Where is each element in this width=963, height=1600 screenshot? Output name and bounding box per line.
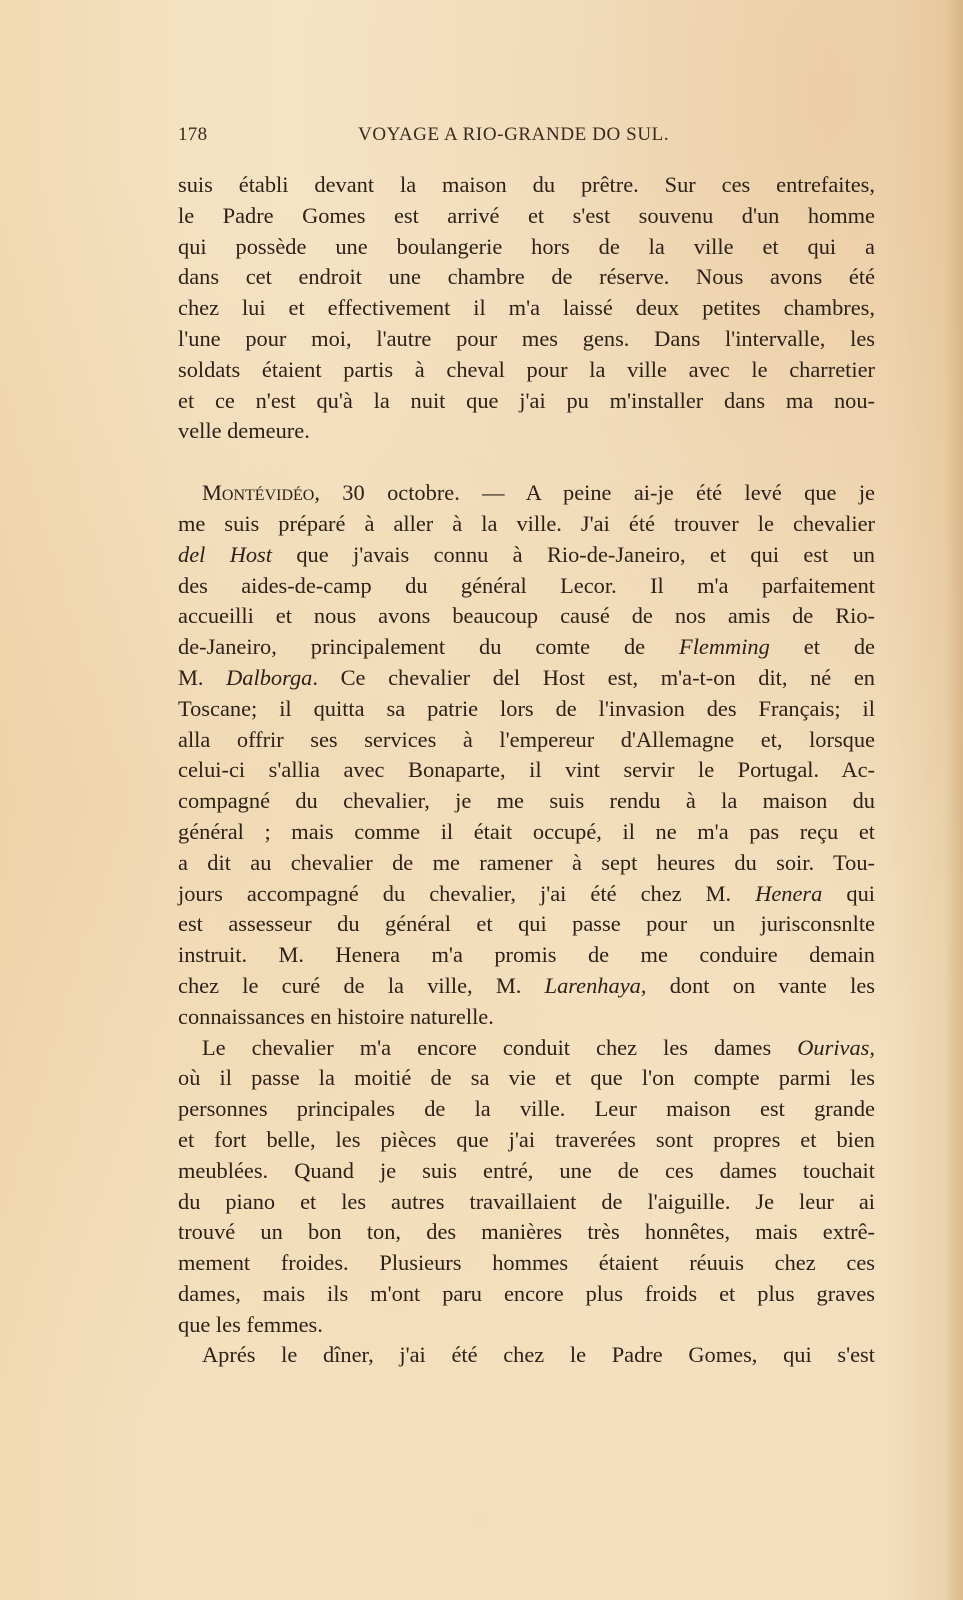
text-line: Toscane; il quitta sa patrie lors de l'invasion des Français; il <box>178 695 875 721</box>
text-line: et ce n'est qu'à la nuit que j'ai pu m'installer dans ma nou- <box>178 387 875 413</box>
running-title: VOYAGE A RIO-GRANDE DO SUL. <box>358 124 670 145</box>
text-line: del Host que j'avais connu à Rio-de-Janeiro, et qui est un <box>178 541 875 567</box>
text-line: Montévidéo, 30 octobre. — A peine ai-je été levé que je <box>202 480 875 506</box>
text-line: des aides-de-camp du général Lecor. Il m'a parfaitement <box>178 572 875 598</box>
italic-name: Larenhaya <box>544 972 641 998</box>
section-gap <box>178 447 875 478</box>
text-line: du piano et les autres travaillaient de l'aiguille. Je leur ai <box>178 1188 875 1214</box>
text-line: qui possède une boulangerie hors de la ville et qui a <box>178 233 875 259</box>
italic-name: Dalborga <box>226 664 313 690</box>
paragraph-1 <box>178 170 875 447</box>
italic-name: Henera <box>755 880 823 906</box>
text-line: soldats étaient partis à cheval pour la ville avec le charretier <box>178 356 875 382</box>
paragraph-2-dated-entry <box>178 478 875 1032</box>
text-line: a dit au chevalier de me ramener à sept heures du soir. Tou- <box>178 849 875 875</box>
text-line: velle demeure. <box>178 418 310 444</box>
text-line: accueilli et nous avons beaucoup causé de nos amis de Rio- <box>178 603 875 629</box>
text-line: M. Dalborga. Ce chevalier del Host est, m'a-t-on dit, né en <box>178 664 875 690</box>
text-line: Le chevalier m'a encore conduit chez les dames Ourivas, <box>202 1034 875 1060</box>
text-line: meublées. Quand je suis entré, une de ces dames touchait <box>178 1157 875 1183</box>
text-line: de-Janeiro, principalement du comte de Flemming et de <box>178 634 875 660</box>
text-line: l'une pour moi, l'autre pour mes gens. Dans l'intervalle, les <box>178 325 875 351</box>
italic-name: del Host <box>178 541 272 567</box>
paragraph-4 <box>178 1340 875 1371</box>
text-line: chez lui et effectivement il m'a laissé deux petites chambres, <box>178 295 875 321</box>
text-line: me suis préparé à aller à la ville. J'ai été trouver le chevalier <box>178 510 875 536</box>
text-line: connaissances en histoire naturelle. <box>178 1003 494 1029</box>
page-number: 178 <box>178 124 208 145</box>
text-line: celui-ci s'allia avec Bonaparte, il vint servir le Portugal. Ac- <box>178 757 875 783</box>
text-line: où il passe la moitié de sa vie et que l'on compte parmi les <box>178 1065 875 1091</box>
paragraph-3 <box>178 1033 875 1341</box>
italic-name: Flemming <box>679 634 770 660</box>
text-line: personnes principales de la ville. Leur maison est grande <box>178 1096 875 1122</box>
text-line: compagné du chevalier, je me suis rendu à la maison du <box>178 788 875 814</box>
text-line: chez le curé de la ville, M. Larenhaya, dont on vante les <box>178 972 875 998</box>
text-line: et fort belle, les pièces que j'ai traverées sont propres et bien <box>178 1126 875 1152</box>
text-line: instruit. M. Henera m'a promis de me conduire demain <box>178 942 875 968</box>
text-line: Aprés le dîner, j'ai été chez le Padre Gomes, qui s'est <box>202 1342 875 1368</box>
text-line: dames, mais ils m'ont paru encore plus froids et plus graves <box>178 1280 875 1306</box>
text-line: le Padre Gomes est arrivé et s'est souvenu d'un homme <box>178 202 875 228</box>
text-line: alla offrir ses services à l'empereur d'Allemagne et, lorsque <box>178 726 875 752</box>
body-text <box>178 170 875 1371</box>
running-head <box>178 124 890 152</box>
text-line: que les femmes. <box>178 1311 323 1337</box>
text-line: suis établi devant la maison du prêtre. Sur ces entrefaites, <box>178 172 875 197</box>
text-line: dans cet endroit une chambre de réserve. Nous avons été <box>178 264 875 290</box>
text-line: jours accompagné du chevalier, j'ai été chez M. Henera qui <box>178 880 875 906</box>
text-line: trouvé un bon ton, des manières très honnêtes, mais extrê- <box>178 1219 875 1245</box>
dateline-place: Montévidéo <box>202 480 315 506</box>
text-line: mement froides. Plusieurs hommes étaient réuuis chez ces <box>178 1250 875 1276</box>
text-line: général ; mais comme il était occupé, il ne m'a pas reçu et <box>178 818 875 844</box>
text-line: est assesseur du général et qui passe pour un jurisconsnlte <box>178 911 875 937</box>
italic-name: Ourivas, <box>797 1034 875 1060</box>
